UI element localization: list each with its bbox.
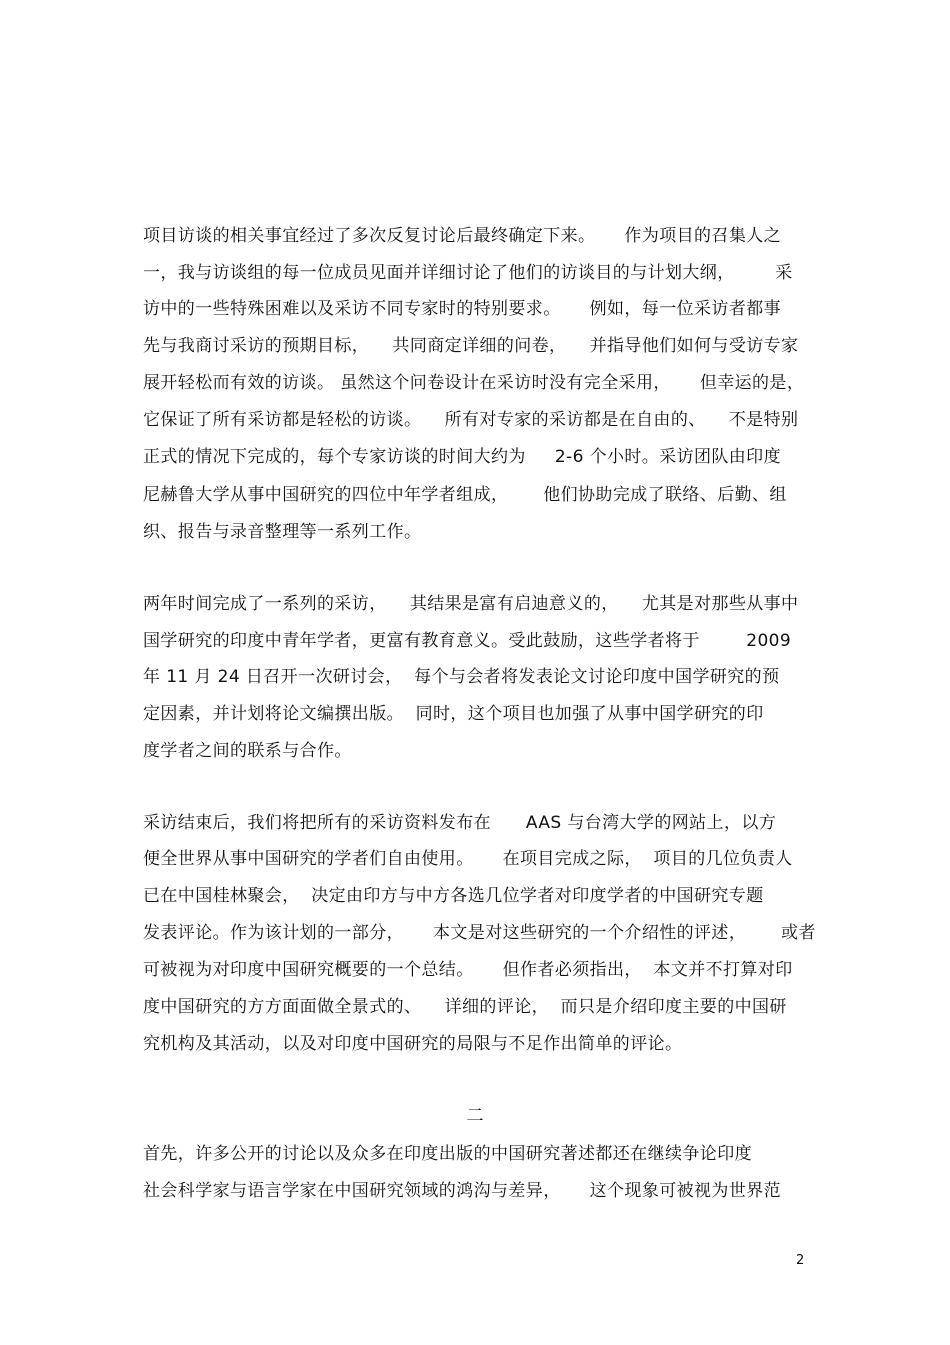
paragraph-1-line-4: 先与我商讨采访的预期目标， 共同商定详细的问卷， 并指导他们如何与受访专家 (143, 336, 799, 356)
paragraph-2-line-4: 定因素，并计划将论文编撰出版。 同时，这个项目也加强了从事中国学研究的印 (143, 704, 764, 724)
paragraph-1-line-8: 尼赫鲁大学从事中国研究的四位中年学者组成， 他们协助完成了联络、后勤、组 (143, 485, 787, 505)
paragraph-1-line-1: 项目访谈的相关事宜经过了多次反复讨论后最终确定下来。 作为项目的召集人之 (143, 226, 782, 246)
paragraph-4-line-2: 社会科学家与语言学家在中国研究领域的鸿沟与差异， 这个现象可被视为世界范 (143, 1181, 782, 1201)
paragraph-2-line-2: 国学研究的印度中青年学者，更富有教育意义。受此鼓励，这些学者将于 2009 (143, 631, 792, 651)
paragraph-1-line-9: 织、报告与录音整理等一系列工作。 (143, 522, 422, 542)
paragraph-1-line-5: 展开轻松而有效的访谈。 虽然这个问卷设计在采访时没有完全采用， 但幸运的是， (143, 373, 805, 393)
paragraph-3-line-4: 发表评论。作为该计划的一部分， 本文是对这些研究的一个介绍性的评述， 或者 (143, 923, 816, 943)
page-number: 2 (796, 1253, 805, 1268)
paragraph-1-line-2: 一，我与访谈组的每一位成员见面并详细讨论了他们的访谈目的与计划大纲， 采 (143, 263, 793, 283)
paragraph-4-line-1: 首先，许多公开的讨论以及众多在印度出版的中国研究著述都还在继续争论印度 (143, 1144, 752, 1164)
paragraph-2-line-3: 年 11 月 24 日召开一次研讨会， 每个与会者将发表论文讨论印度中国学研究的预 (143, 667, 780, 687)
paragraph-3-line-3: 已在中国桂林聚会， 决定由印方与中方各选几位学者对印度学者的中国研究专题 (143, 886, 764, 906)
paragraph-3-line-2: 便全世界从事中国研究的学者们自由使用。 在项目完成之际， 项目的几位负责人 (143, 849, 793, 869)
paragraph-3-line-6: 度中国研究的方方面面做全景式的、 详细的评论， 而只是介绍印度主要的中国研 (143, 997, 787, 1017)
paragraph-3-line-7: 究机构及其活动，以及对印度中国研究的局限与不足作出简单的评论。 (143, 1034, 683, 1054)
section-heading: 二 (466, 1106, 484, 1126)
paragraph-3-line-5: 可被视为对印度中国研究概要的一个总结。 但作者必须指出， 本文并不打算对印 (143, 960, 793, 980)
paragraph-1-line-3: 访中的一些特殊困难以及采访不同专家时的特别要求。 例如，每一位采访者都事 (143, 299, 782, 319)
paragraph-3-line-1: 采访结束后，我们将把所有的采访资料发布在 AAS 与台湾大学的网站上，以方 (143, 813, 777, 833)
paragraph-2-line-1: 两年时间完成了一系列的采访， 其结果是富有启迪意义的， 尤其是对那些从事中 (143, 594, 799, 614)
paragraph-1-line-6: 它保证了所有采访都是轻松的访谈。 所有对专家的采访都是在自由的、 不是特别 (143, 410, 799, 430)
paragraph-1-line-7: 正式的情况下完成的，每个专家访谈的时间大约为 2-6 个小时。采访团队由印度 (143, 447, 781, 467)
paragraph-2-line-5: 度学者之间的联系与合作。 (143, 741, 352, 761)
